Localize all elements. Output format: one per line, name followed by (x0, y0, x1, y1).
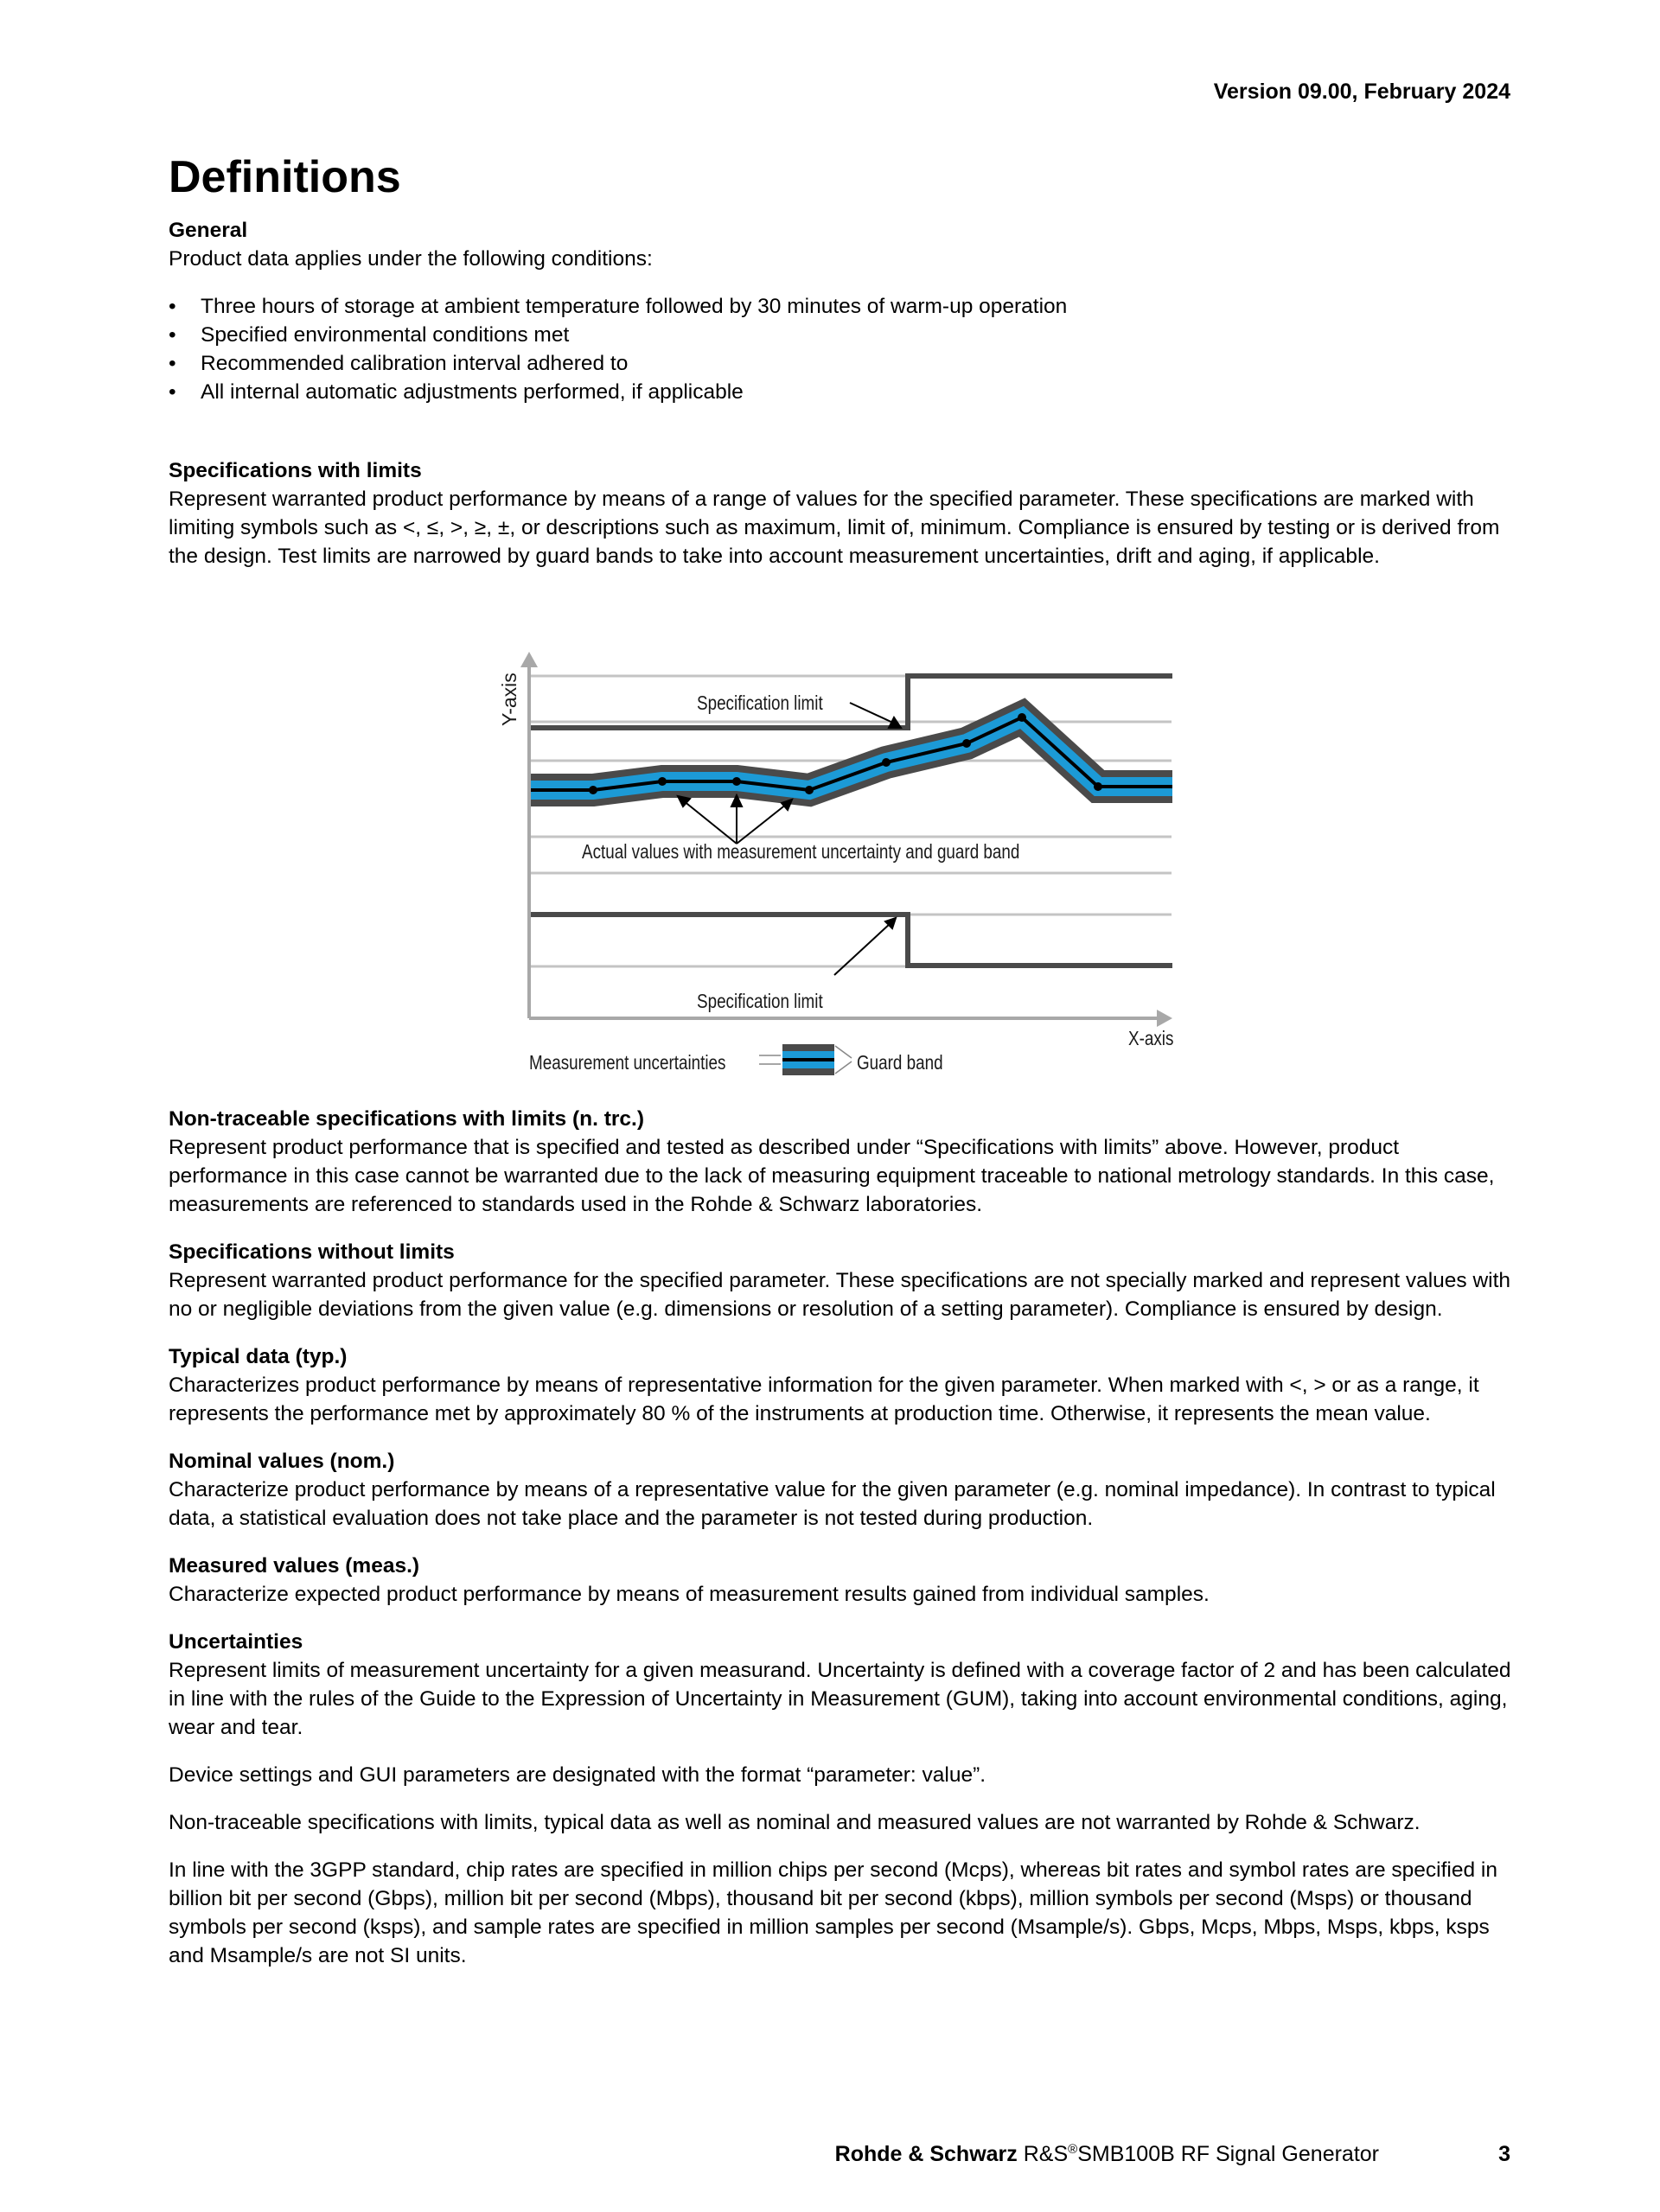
legend-swatch (759, 1044, 852, 1075)
spec-with-limits-section (169, 456, 1517, 571)
section-body: Characterize product performance by means of a representative value for the given parameter (e.g. nominal impedance). In contrast to typical data, a statistical evaluation does not take place and the parameter is not tested during production. (169, 1478, 1496, 1530)
upper-spec-limit-label: Specification limit (697, 692, 823, 714)
definition-section (169, 1552, 1517, 1609)
general-section (169, 216, 1517, 406)
lower-spec-limit-label: Specification limit (697, 990, 823, 1012)
page-content (169, 147, 1517, 1970)
section-body: Characterize expected product performance by means of measurement results gained from individual samples. (169, 1583, 1210, 1606)
section-title: Typical data (typ.) (169, 1345, 348, 1368)
page-number: 3 (1498, 2142, 1510, 2166)
annotation-arrows (678, 703, 901, 975)
list-item: • Specified environmental conditions met (169, 321, 1517, 349)
section-title: Specifications without limits (169, 1240, 455, 1264)
version-header: Version 09.00, February 2024 (1213, 80, 1510, 104)
section-title: Nominal values (nom.) (169, 1450, 395, 1473)
section-title: Measured values (meas.) (169, 1554, 420, 1578)
upper-spec-limit-line (531, 676, 1172, 728)
y-axis-label: Y-axis (498, 673, 520, 726)
lower-spec-limit-line (531, 915, 1172, 966)
footer-product-prefix: R&S (1023, 2142, 1069, 2166)
section-body: Represent product performance that is specified and tested as described under “Specifications with limits” above. However, product performance in this case cannot be warranted due to the lack of measuring equipment traceable to national metrology standards. In this case, measurements are referenced to standards used in the Rohde & Schwarz laboratories. (169, 1136, 1495, 1216)
legend-guard-band-label: Guard band (857, 1051, 943, 1074)
axes (520, 652, 1172, 1027)
note-paragraph: Device settings and GUI parameters are designated with the format “parameter: value”. (169, 1763, 986, 1787)
footer-product-name: SMB100B RF Signal Generator (1077, 2142, 1379, 2166)
section-body: Characterizes product performance by means of representative information for the given parameter. When marked with <, > or as a range, it represents the performance met by approximately 80 % of the instruments at production time. Otherwise, it represents the mean value. (169, 1374, 1479, 1425)
section-body: Represent limits of measurement uncertainty for a given measurand. Uncertainty is defined with a coverage factor of 2 and has been calculated in line with the rules of the Guide to the Expression of Uncertainty in Measurement (GUM), taking into account environmental conditions, aging, wear and tear. (169, 1659, 1511, 1739)
list-item: • All internal automatic adjustments performed, if applicable (169, 378, 1517, 406)
definition-section (169, 1238, 1517, 1323)
section-title: General (169, 219, 248, 242)
section-body: Represent warranted product performance by means of a range of values for the specified parameter. These specifications are marked with limiting symbols such as <, ≤, >, ≥, ±, or descriptions such as maximum, limit of, minimum. Compliance is ensured by testing or is derived from the design. Test limits are narrowed by guard bands to take into account measurement uncertainties, drift and aging, if applicable. (169, 488, 1500, 568)
list-item: • Recommended calibration interval adhered to (169, 349, 1517, 378)
list-item: • Three hours of storage at ambient temperature followed by 30 minutes of warm-up operation (169, 292, 1517, 321)
grid-lines (529, 676, 1172, 966)
definition-section (169, 1342, 1517, 1428)
section-body: Represent warranted product performance for the specified parameter. These specifications are not specially marked and represent values with no or negligible deviations from the given value (e.g. dimensions or resolution of a setting parameter). Compliance is ensured by design. (169, 1269, 1511, 1321)
legend-uncertainties-label: Measurement uncertainties (529, 1051, 726, 1074)
registered-mark: ® (1068, 2142, 1078, 2157)
definition-section (169, 1105, 1517, 1219)
x-axis-arrow-icon (1157, 1010, 1172, 1027)
x-axis-label: X-axis (1128, 1027, 1174, 1049)
section-title: Uncertainties (169, 1630, 303, 1654)
section-title: Non-traceable specifications with limits (n. trc.) (169, 1107, 644, 1131)
definition-section (169, 1628, 1517, 1742)
footer-company: Rohde & Schwarz (834, 2142, 1018, 2166)
specification-limits-diagram (0, 605, 1660, 1089)
conditions-list (169, 292, 1517, 406)
page-title: Definitions (169, 152, 401, 202)
section-title: Specifications with limits (169, 459, 422, 482)
definition-section (169, 1447, 1517, 1533)
section-body: Product data applies under the following conditions: (169, 247, 653, 271)
note-paragraph: In line with the 3GPP standard, chip rates are specified in million chips per second (Mcps), whereas bit rates and symbol rates are specified in billion bit per second (Gbps), million bit per second (Mbps), thousand bit per second (kbps), million symbols per second (Msps) or thousand symbols per second (ksps), and sample rates are specified in million samples per second (Msample/s). Gbps, Mcps, Mbps, Msps, kbps, ksps and Msample/s are not SI units. (169, 1858, 1497, 1967)
actual-values-label: Actual values with measurement uncertainty and guard band (582, 840, 1020, 863)
footer-product (835, 2142, 1379, 2167)
note-paragraph: Non-traceable specifications with limits, typical data as well as nominal and measured values are not warranted by Rohde & Schwarz. (169, 1811, 1421, 1834)
y-axis-arrow-icon (520, 652, 538, 667)
